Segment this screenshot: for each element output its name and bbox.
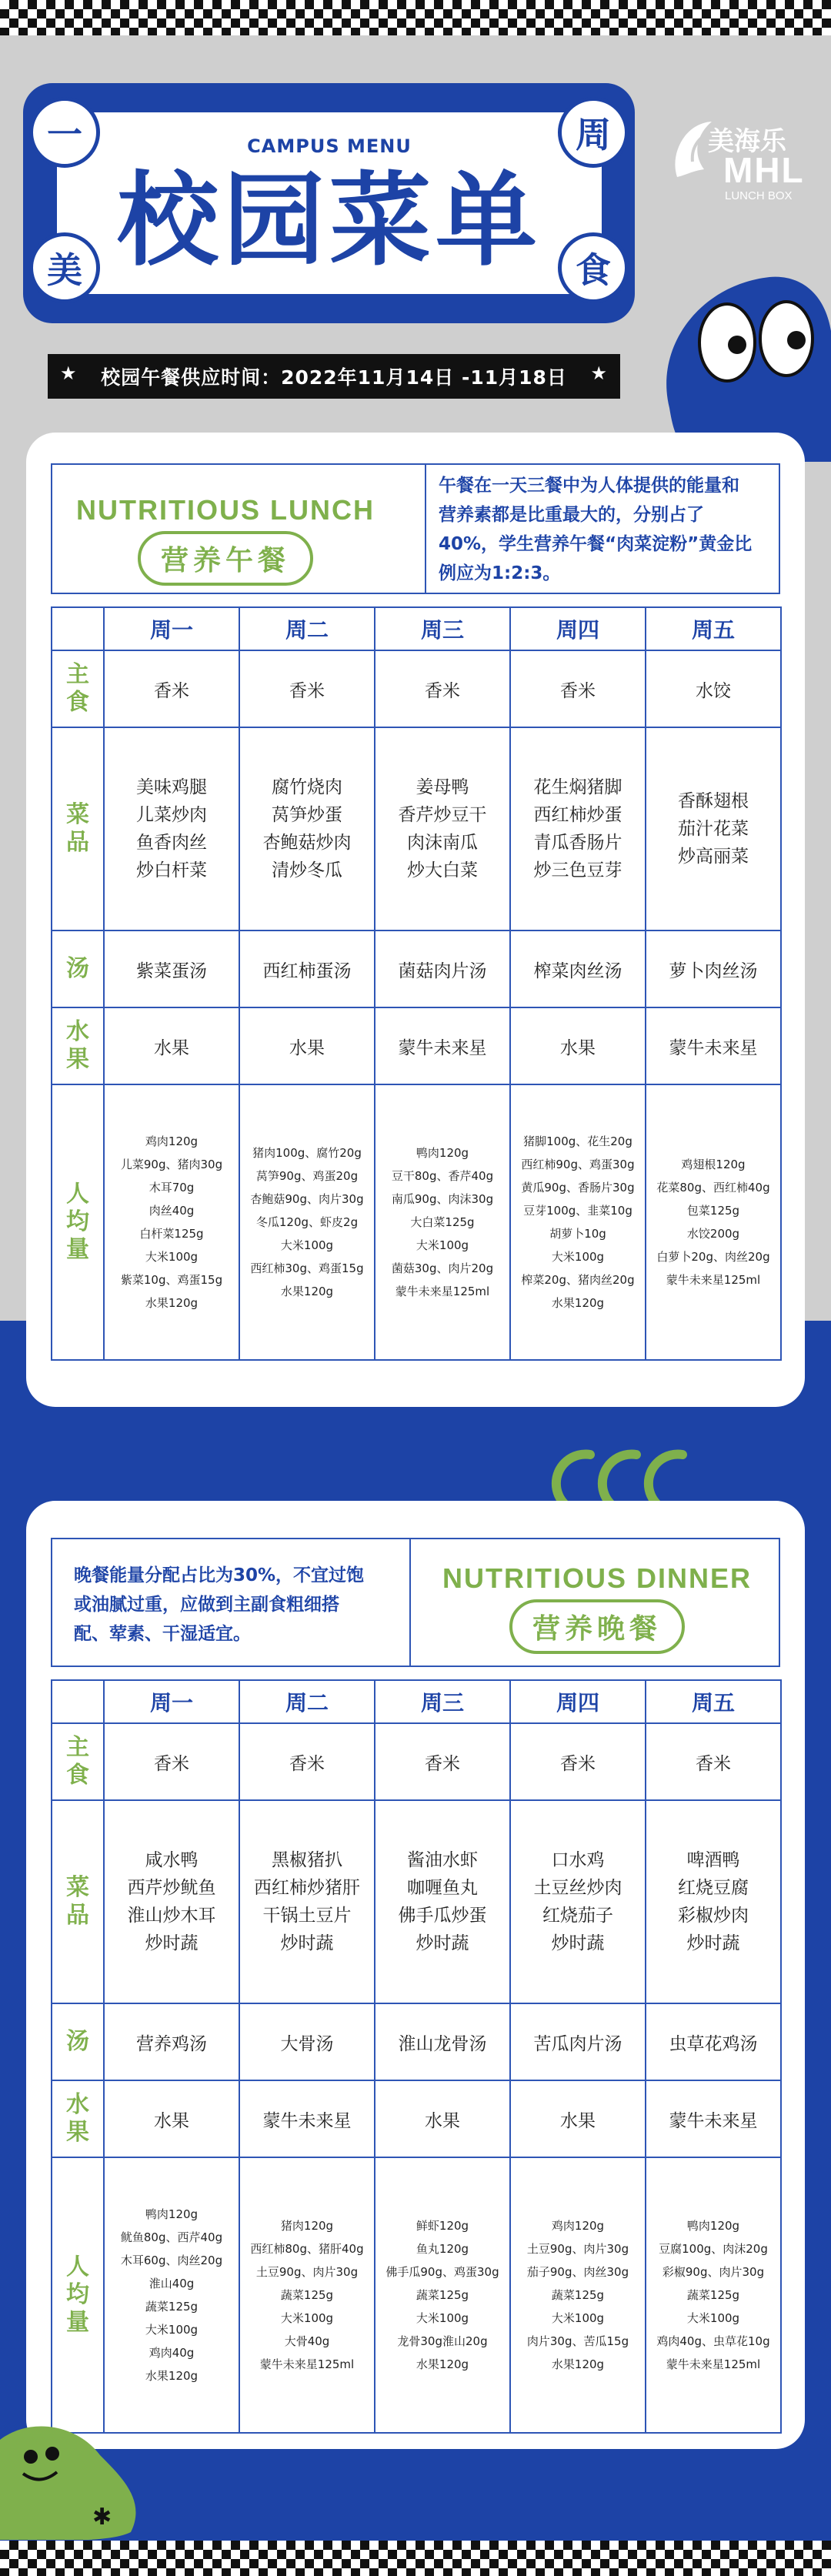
lunch-intro-line: 午餐在一天三餐中为人体提供的能量和 bbox=[439, 476, 739, 496]
table-row bbox=[52, 727, 781, 931]
logo-chinese: 美海乐 bbox=[708, 126, 786, 157]
portion-cell: 猪肉120g 西红柿80g、猪肝40g 土豆90g、肉片30g 蔬菜125g 大米100g 大骨40g 蒙牛未来星125ml bbox=[239, 2157, 375, 2433]
fruit-cell: 蒙牛未来星 bbox=[375, 1007, 510, 1084]
intro-divider bbox=[425, 465, 426, 593]
staple-cell: 香米 bbox=[375, 650, 510, 727]
row-label-portion: 人 均 量 bbox=[52, 1084, 104, 1360]
svg-text:✱: ✱ bbox=[92, 2504, 112, 2531]
row-label-fruit: 水 果 bbox=[52, 1007, 104, 1084]
fruit-cell: 水果 bbox=[510, 1007, 646, 1084]
table-row bbox=[52, 2157, 781, 2433]
dish-cell: 酱油水虾 咖喱鱼丸 佛手瓜炒蛋 炒时蔬 bbox=[375, 1800, 510, 2003]
dish-cell: 口水鸡 土豆丝炒肉 红烧茄子 炒时蔬 bbox=[510, 1800, 646, 2003]
day-header: 周二 bbox=[239, 607, 375, 650]
fruit-cell: 蒙牛未来星 bbox=[646, 2080, 781, 2157]
portion-cell: 鲜虾120g 鱼丸120g 佛手瓜90g、鸡蛋30g 蔬菜125g 大米100g 龙骨30g淮山20g 水果120g bbox=[375, 2157, 510, 2433]
supply-date-bar bbox=[48, 354, 620, 399]
staple-cell: 香米 bbox=[104, 1723, 239, 1800]
dinner-intro-text bbox=[74, 1561, 412, 1649]
checker-border-bottom bbox=[0, 2541, 831, 2576]
dish-cell: 美味鸡腿 儿菜炒肉 鱼香肉丝 炒白杆菜 bbox=[104, 727, 239, 931]
row-label-soup: 汤 bbox=[52, 931, 104, 1007]
campus-menu-subtitle: CAMPUS MENU bbox=[247, 135, 412, 157]
staple-cell: 水饺 bbox=[646, 650, 781, 727]
day-header: 周三 bbox=[375, 1680, 510, 1723]
row-label-staple: 主 食 bbox=[52, 1723, 104, 1800]
soup-cell: 大骨汤 bbox=[239, 2003, 375, 2080]
lunch-brand-english: NUTRITIOUS LUNCH bbox=[76, 494, 375, 526]
portion-cell: 鸡翅根120g 花菜80g、西红柿40g 包菜125g 水饺200g 白萝卜20g、肉丝20g 蒙牛未来星125ml bbox=[646, 1084, 781, 1360]
staple-cell: 香米 bbox=[239, 1723, 375, 1800]
corner-badge-zhou: 周 bbox=[558, 97, 629, 168]
row-label-dishes: 菜 品 bbox=[52, 727, 104, 931]
dinner-brand-chinese: 营养晚餐 bbox=[509, 1599, 685, 1654]
fruit-cell: 蒙牛未来星 bbox=[646, 1007, 781, 1084]
staple-cell: 香米 bbox=[510, 650, 646, 727]
header-sign-panel bbox=[57, 112, 602, 294]
day-header: 周二 bbox=[239, 1680, 375, 1723]
dish-cell: 姜母鸭 香芹炒豆干 肉沫南瓜 炒大白菜 bbox=[375, 727, 510, 931]
dish-cell: 花生焖猪脚 西红柿炒蛋 青瓜香肠片 炒三色豆芽 bbox=[510, 727, 646, 931]
page-title: 校园菜单 bbox=[117, 162, 542, 280]
fruit-cell: 水果 bbox=[510, 2080, 646, 2157]
table-row bbox=[52, 1800, 781, 2003]
day-header: 周一 bbox=[104, 607, 239, 650]
dish-cell: 香酥翅根 茄汁花菜 炒高丽菜 bbox=[646, 727, 781, 931]
row-label-soup: 汤 bbox=[52, 2003, 104, 2080]
portion-cell: 鸭肉120g 鱿鱼80g、西芹40g 木耳60g、肉丝20g 淮山40g 蔬菜125g 大米100g 鸡肉40g 水果120g bbox=[104, 2157, 239, 2433]
portion-cell: 猪脚100g、花生20g 西红柿90g、鸡蛋30g 黄瓜90g、香肠片30g 豆芽100g、韭菜10g 胡萝卜10g 大米100g 榨菜20g、猪肉丝20g 水果120g bbox=[510, 1084, 646, 1360]
day-header: 周五 bbox=[646, 1680, 781, 1723]
lunch-intro-box bbox=[51, 463, 780, 594]
fruit-cell: 蒙牛未来星 bbox=[239, 2080, 375, 2157]
dish-cell: 咸水鸭 西芹炒鱿鱼 淮山炒木耳 炒时蔬 bbox=[104, 1800, 239, 2003]
lunch-intro-text bbox=[439, 471, 777, 588]
soup-cell: 菌菇肉片汤 bbox=[375, 931, 510, 1007]
soup-cell: 榨菜肉丝汤 bbox=[510, 931, 646, 1007]
dinner-card bbox=[26, 1501, 805, 2449]
portion-cell: 猪肉100g、腐竹20g 莴笋90g、鸡蛋20g 杏鲍菇90g、肉片30g 冬瓜120g、虾皮2g 大米100g 西红柿30g、鸡蛋15g 水果120g bbox=[239, 1084, 375, 1360]
dish-cell: 腐竹烧肉 莴笋炒蛋 杏鲍菇炒肉 清炒冬瓜 bbox=[239, 727, 375, 931]
lunch-card bbox=[26, 433, 805, 1407]
staple-cell: 香米 bbox=[375, 1723, 510, 1800]
lunch-menu-table bbox=[51, 606, 782, 1361]
fruit-cell: 水果 bbox=[375, 2080, 510, 2157]
corner-badge-shi: 食 bbox=[558, 232, 629, 303]
day-header: 周四 bbox=[510, 1680, 646, 1723]
row-label-portion: 人 均 量 bbox=[52, 2157, 104, 2433]
portion-cell: 鸭肉120g 豆干80g、香芹40g 南瓜90g、肉沫30g 大白菜125g 大米100g 菌菇30g、肉片20g 蒙牛未来星125ml bbox=[375, 1084, 510, 1360]
portion-cell: 鸡肉120g 土豆90g、肉片30g 茄子90g、肉丝30g 蔬菜125g 大米100g 肉片30g、苦瓜15g 水果120g bbox=[510, 2157, 646, 2433]
fruit-cell: 水果 bbox=[104, 1007, 239, 1084]
table-row bbox=[52, 2003, 781, 2080]
table-row bbox=[52, 650, 781, 727]
table-corner-cell bbox=[52, 1680, 104, 1723]
table-row bbox=[52, 931, 781, 1007]
staple-cell: 香米 bbox=[510, 1723, 646, 1800]
star-icon: ★ bbox=[60, 363, 78, 384]
staple-cell: 香米 bbox=[239, 650, 375, 727]
fruit-cell: 水果 bbox=[239, 1007, 375, 1084]
soup-cell: 营养鸡汤 bbox=[104, 2003, 239, 2080]
logo-english: MHL bbox=[723, 150, 805, 190]
soup-cell: 紫菜蛋汤 bbox=[104, 931, 239, 1007]
dinner-brand bbox=[420, 1562, 774, 1654]
lunch-brand bbox=[60, 494, 391, 586]
fruit-cell: 水果 bbox=[104, 2080, 239, 2157]
table-corner-cell bbox=[52, 607, 104, 650]
lunch-intro-line: 例应为1:2:3。 bbox=[439, 563, 561, 583]
table-row bbox=[52, 1723, 781, 1800]
table-row bbox=[52, 1084, 781, 1360]
table-row bbox=[52, 1007, 781, 1084]
checker-border-top bbox=[0, 0, 831, 35]
eyes-mascot-icon bbox=[654, 254, 831, 462]
corner-badge-yi: 一 bbox=[29, 97, 100, 168]
table-row bbox=[52, 607, 781, 650]
day-header: 周一 bbox=[104, 1680, 239, 1723]
table-row bbox=[52, 2080, 781, 2157]
logo-subtitle: LUNCH BOX bbox=[725, 189, 793, 202]
dish-cell: 啤酒鸭 红烧豆腐 彩椒炒肉 炒时蔬 bbox=[646, 1800, 781, 2003]
intro-divider bbox=[409, 1539, 411, 1666]
day-header: 周三 bbox=[375, 607, 510, 650]
row-label-staple: 主 食 bbox=[52, 650, 104, 727]
table-row bbox=[52, 1680, 781, 1723]
dinner-menu-table bbox=[51, 1679, 782, 2434]
row-label-dishes: 菜 品 bbox=[52, 1800, 104, 2003]
portion-cell: 鸡肉120g 儿菜90g、猪肉30g 木耳70g 肉丝40g 白杆菜125g 大米100g 紫菜10g、鸡蛋15g 水果120g bbox=[104, 1084, 239, 1360]
soup-cell: 苦瓜肉片汤 bbox=[510, 2003, 646, 2080]
green-mascot-icon bbox=[0, 2409, 154, 2540]
day-header: 周四 bbox=[510, 607, 646, 650]
portion-cell: 鸭肉120g 豆腐100g、肉沫20g 彩椒90g、肉片30g 蔬菜125g 大米100g 鸡肉40g、虫草花10g 蒙牛未来星125ml bbox=[646, 2157, 781, 2433]
dinner-brand-english: NUTRITIOUS DINNER bbox=[442, 1562, 752, 1594]
staple-cell: 香米 bbox=[104, 650, 239, 727]
supply-date-text: 校园午餐供应时间：2022年11月14日 -11月18日 bbox=[101, 366, 567, 389]
star-icon: ★ bbox=[590, 363, 608, 384]
lunch-intro-line: 营养素都是比重最大的，分别占了 bbox=[439, 505, 704, 525]
dinner-intro-line: 晚餐能量分配占比为30%，不宜过饱 bbox=[74, 1565, 365, 1585]
lunch-brand-chinese: 营养午餐 bbox=[138, 531, 313, 586]
row-label-fruit: 水 果 bbox=[52, 2080, 104, 2157]
dish-cell: 黑椒猪扒 西红柿炒猪肝 干锅土豆片 炒时蔬 bbox=[239, 1800, 375, 2003]
dinner-intro-box bbox=[51, 1538, 780, 1667]
dinner-intro-line: 配、荤素、干湿适宜。 bbox=[74, 1624, 251, 1644]
header-sign bbox=[23, 83, 635, 323]
day-header: 周五 bbox=[646, 607, 781, 650]
lunch-intro-line: 40%，学生营养午餐“肉菜淀粉”黄金比 bbox=[439, 534, 753, 554]
soup-cell: 淮山龙骨汤 bbox=[375, 2003, 510, 2080]
staple-cell: 香米 bbox=[646, 1723, 781, 1800]
soup-cell: 西红柿蛋汤 bbox=[239, 931, 375, 1007]
soup-cell: 萝卜肉丝汤 bbox=[646, 931, 781, 1007]
dinner-intro-line: 或油腻过重，应做到主副食粗细搭 bbox=[74, 1595, 339, 1615]
soup-cell: 虫草花鸡汤 bbox=[646, 2003, 781, 2080]
corner-badge-mei: 美 bbox=[29, 232, 100, 303]
